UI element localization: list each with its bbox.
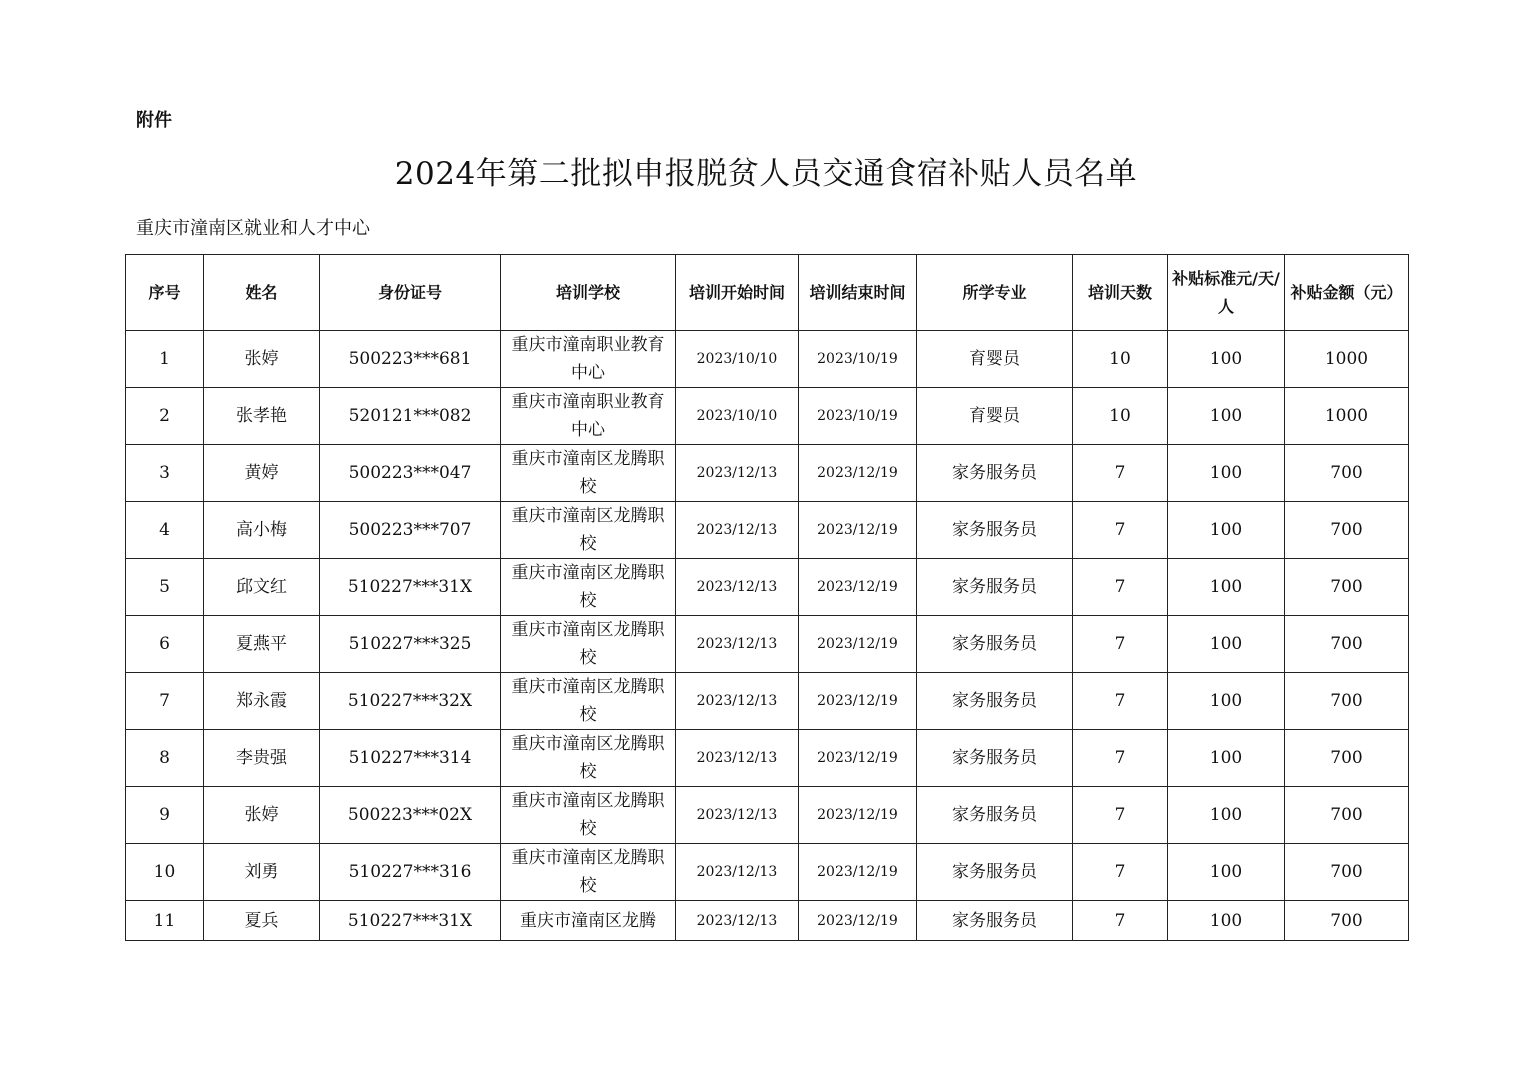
cell-days: 7 bbox=[1073, 901, 1168, 941]
cell-school: 重庆市潼南职业教育中心 bbox=[501, 388, 676, 445]
cell-major: 家务服务员 bbox=[917, 616, 1073, 673]
column-header-major: 所学专业 bbox=[917, 255, 1073, 331]
cell-id-number: 510227***316 bbox=[320, 844, 501, 901]
cell-end-date: 2023/12/19 bbox=[799, 730, 917, 787]
cell-no: 1 bbox=[126, 331, 204, 388]
cell-amount: 700 bbox=[1285, 901, 1409, 941]
cell-rate: 100 bbox=[1168, 388, 1285, 445]
cell-major: 家务服务员 bbox=[917, 445, 1073, 502]
cell-school: 重庆市潼南区龙腾职校 bbox=[501, 559, 676, 616]
cell-no: 5 bbox=[126, 559, 204, 616]
cell-end-date: 2023/12/19 bbox=[799, 844, 917, 901]
cell-no: 4 bbox=[126, 502, 204, 559]
table-row bbox=[126, 445, 1409, 502]
cell-amount: 700 bbox=[1285, 616, 1409, 673]
cell-amount: 700 bbox=[1285, 559, 1409, 616]
cell-major: 家务服务员 bbox=[917, 502, 1073, 559]
cell-id-number: 500223***047 bbox=[320, 445, 501, 502]
cell-name: 张孝艳 bbox=[204, 388, 320, 445]
cell-end-date: 2023/12/19 bbox=[799, 901, 917, 941]
cell-amount: 1000 bbox=[1285, 331, 1409, 388]
cell-rate: 100 bbox=[1168, 331, 1285, 388]
cell-start-date: 2023/12/13 bbox=[676, 730, 799, 787]
column-header-days: 培训天数 bbox=[1073, 255, 1168, 331]
cell-days: 7 bbox=[1073, 730, 1168, 787]
cell-rate: 100 bbox=[1168, 445, 1285, 502]
organization-name: 重庆市潼南区就业和人才中心 bbox=[136, 218, 370, 239]
cell-school: 重庆市潼南职业教育中心 bbox=[501, 331, 676, 388]
table-row bbox=[126, 787, 1409, 844]
cell-days: 10 bbox=[1073, 388, 1168, 445]
column-header-end-date: 培训结束时间 bbox=[799, 255, 917, 331]
cell-name: 邱文红 bbox=[204, 559, 320, 616]
cell-days: 7 bbox=[1073, 673, 1168, 730]
cell-end-date: 2023/12/19 bbox=[799, 616, 917, 673]
cell-rate: 100 bbox=[1168, 787, 1285, 844]
cell-major: 家务服务员 bbox=[917, 787, 1073, 844]
cell-end-date: 2023/10/19 bbox=[799, 388, 917, 445]
cell-days: 10 bbox=[1073, 331, 1168, 388]
cell-amount: 700 bbox=[1285, 844, 1409, 901]
table-row bbox=[126, 331, 1409, 388]
cell-id-number: 510227***31X bbox=[320, 901, 501, 941]
cell-rate: 100 bbox=[1168, 844, 1285, 901]
cell-id-number: 500223***681 bbox=[320, 331, 501, 388]
table-row bbox=[126, 673, 1409, 730]
cell-name: 高小梅 bbox=[204, 502, 320, 559]
table-row bbox=[126, 844, 1409, 901]
cell-rate: 100 bbox=[1168, 559, 1285, 616]
cell-end-date: 2023/12/19 bbox=[799, 502, 917, 559]
cell-id-number: 500223***02X bbox=[320, 787, 501, 844]
attachment-label: 附件 bbox=[136, 110, 172, 131]
cell-major: 家务服务员 bbox=[917, 844, 1073, 901]
cell-days: 7 bbox=[1073, 844, 1168, 901]
cell-days: 7 bbox=[1073, 445, 1168, 502]
cell-id-number: 510227***314 bbox=[320, 730, 501, 787]
cell-major: 家务服务员 bbox=[917, 559, 1073, 616]
cell-school: 重庆市潼南区龙腾职校 bbox=[501, 787, 676, 844]
column-header-amount: 补贴金额（元） bbox=[1285, 255, 1409, 331]
cell-school: 重庆市潼南区龙腾 bbox=[501, 901, 676, 941]
cell-amount: 700 bbox=[1285, 673, 1409, 730]
cell-start-date: 2023/12/13 bbox=[676, 502, 799, 559]
cell-start-date: 2023/12/13 bbox=[676, 616, 799, 673]
cell-start-date: 2023/10/10 bbox=[676, 388, 799, 445]
cell-rate: 100 bbox=[1168, 901, 1285, 941]
cell-days: 7 bbox=[1073, 559, 1168, 616]
cell-id-number: 510227***32X bbox=[320, 673, 501, 730]
cell-start-date: 2023/12/13 bbox=[676, 445, 799, 502]
cell-name: 夏兵 bbox=[204, 901, 320, 941]
cell-no: 11 bbox=[126, 901, 204, 941]
column-header-school: 培训学校 bbox=[501, 255, 676, 331]
document-title: 2024年第二批拟申报脱贫人员交通食宿补贴人员名单 bbox=[394, 156, 1138, 192]
cell-no: 3 bbox=[126, 445, 204, 502]
table-row bbox=[126, 559, 1409, 616]
table-row bbox=[126, 388, 1409, 445]
subsidy-table bbox=[125, 254, 1409, 941]
table-header-row bbox=[126, 255, 1409, 331]
cell-no: 2 bbox=[126, 388, 204, 445]
cell-id-number: 510227***31X bbox=[320, 559, 501, 616]
cell-start-date: 2023/12/13 bbox=[676, 901, 799, 941]
cell-end-date: 2023/12/19 bbox=[799, 445, 917, 502]
column-header-no: 序号 bbox=[126, 255, 204, 331]
column-header-id: 身份证号 bbox=[320, 255, 501, 331]
cell-name: 张婷 bbox=[204, 331, 320, 388]
cell-end-date: 2023/12/19 bbox=[799, 559, 917, 616]
cell-name: 夏燕平 bbox=[204, 616, 320, 673]
cell-school: 重庆市潼南区龙腾职校 bbox=[501, 616, 676, 673]
table-row bbox=[126, 616, 1409, 673]
cell-days: 7 bbox=[1073, 502, 1168, 559]
cell-no: 7 bbox=[126, 673, 204, 730]
cell-start-date: 2023/12/13 bbox=[676, 673, 799, 730]
cell-no: 8 bbox=[126, 730, 204, 787]
cell-no: 9 bbox=[126, 787, 204, 844]
column-header-start-date: 培训开始时间 bbox=[676, 255, 799, 331]
cell-rate: 100 bbox=[1168, 502, 1285, 559]
cell-major: 育婴员 bbox=[917, 388, 1073, 445]
cell-start-date: 2023/12/13 bbox=[676, 844, 799, 901]
cell-major: 家务服务员 bbox=[917, 730, 1073, 787]
cell-amount: 700 bbox=[1285, 787, 1409, 844]
cell-start-date: 2023/12/13 bbox=[676, 787, 799, 844]
table-row bbox=[126, 502, 1409, 559]
cell-end-date: 2023/10/19 bbox=[799, 331, 917, 388]
cell-major: 育婴员 bbox=[917, 331, 1073, 388]
cell-school: 重庆市潼南区龙腾职校 bbox=[501, 445, 676, 502]
cell-no: 6 bbox=[126, 616, 204, 673]
cell-amount: 700 bbox=[1285, 730, 1409, 787]
cell-name: 张婷 bbox=[204, 787, 320, 844]
cell-school: 重庆市潼南区龙腾职校 bbox=[501, 673, 676, 730]
cell-major: 家务服务员 bbox=[917, 673, 1073, 730]
cell-name: 郑永霞 bbox=[204, 673, 320, 730]
table-row bbox=[126, 901, 1409, 941]
cell-no: 10 bbox=[126, 844, 204, 901]
cell-id-number: 510227***325 bbox=[320, 616, 501, 673]
cell-amount: 700 bbox=[1285, 502, 1409, 559]
cell-days: 7 bbox=[1073, 616, 1168, 673]
cell-start-date: 2023/10/10 bbox=[676, 331, 799, 388]
cell-school: 重庆市潼南区龙腾职校 bbox=[501, 730, 676, 787]
cell-rate: 100 bbox=[1168, 730, 1285, 787]
cell-id-number: 520121***082 bbox=[320, 388, 501, 445]
table-row bbox=[126, 730, 1409, 787]
cell-id-number: 500223***707 bbox=[320, 502, 501, 559]
cell-start-date: 2023/12/13 bbox=[676, 559, 799, 616]
cell-major: 家务服务员 bbox=[917, 901, 1073, 941]
cell-rate: 100 bbox=[1168, 673, 1285, 730]
cell-name: 黄婷 bbox=[204, 445, 320, 502]
cell-school: 重庆市潼南区龙腾职校 bbox=[501, 844, 676, 901]
cell-end-date: 2023/12/19 bbox=[799, 787, 917, 844]
cell-rate: 100 bbox=[1168, 616, 1285, 673]
cell-amount: 1000 bbox=[1285, 388, 1409, 445]
cell-name: 刘勇 bbox=[204, 844, 320, 901]
cell-school: 重庆市潼南区龙腾职校 bbox=[501, 502, 676, 559]
cell-name: 李贵强 bbox=[204, 730, 320, 787]
column-header-rate: 补贴标准元/天/人 bbox=[1168, 255, 1285, 331]
cell-amount: 700 bbox=[1285, 445, 1409, 502]
cell-days: 7 bbox=[1073, 787, 1168, 844]
column-header-name: 姓名 bbox=[204, 255, 320, 331]
cell-end-date: 2023/12/19 bbox=[799, 673, 917, 730]
